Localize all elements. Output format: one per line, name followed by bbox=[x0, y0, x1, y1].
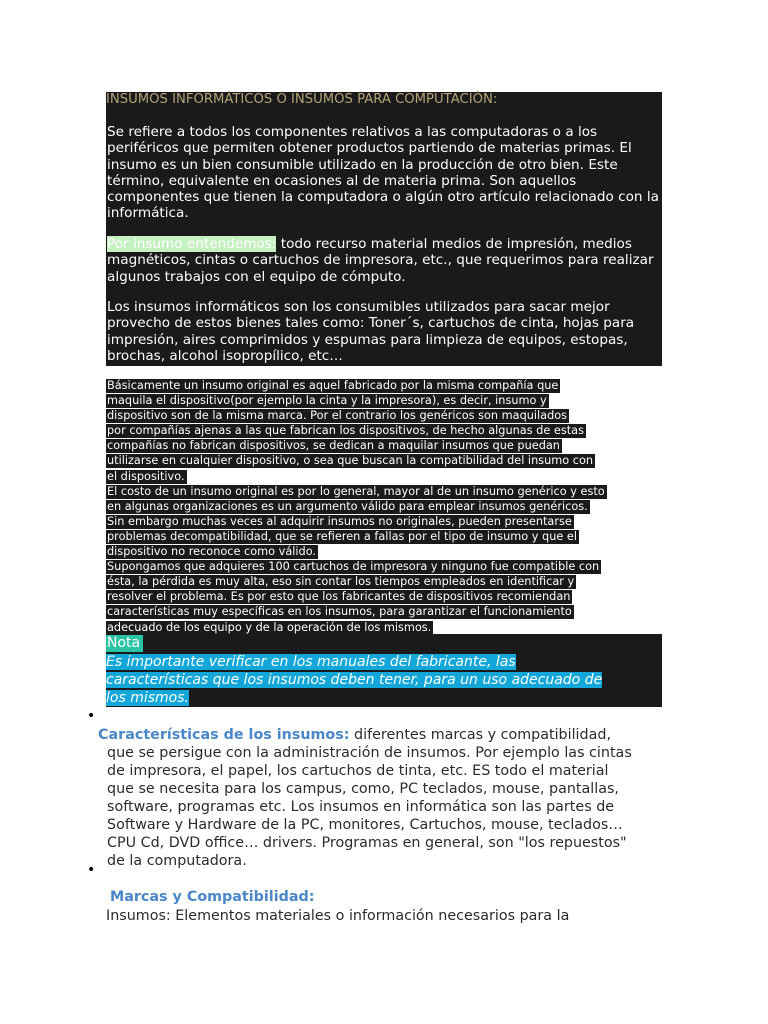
marcas-text: Insumos: Elementos materiales o información necesarios para la bbox=[106, 908, 570, 924]
note-line: características que los insumos deben tener, para un uso adecuado de bbox=[106, 672, 603, 688]
text-line: Sin embargo muchas veces al adquirir insumos no originales, pueden presentarse bbox=[107, 514, 572, 528]
text-line: utilizarse en cualquier dispositivo, o sea que buscan la compatibilidad del insumo con bbox=[107, 454, 594, 468]
bullet-marker: • bbox=[87, 708, 96, 724]
intro-paragraph-3: Los insumos informáticos son los consumibles utilizados para sacar mejor provecho de estos bienes tales como: Toner´s, cartuchos de cinta, hojas para impresión, aires comprimidos y espumas para limpieza de equipos, estopas, brochas, alcohol isopropílico, etc… bbox=[107, 299, 635, 364]
caracteristicas-line: de impresora, el papel, los cartuchos de tinta, etc. ES todo el material bbox=[107, 763, 609, 779]
section-title: INSUMOS INFORMÀTICOS O INSUMOS PARA COMPUTACIÒN: bbox=[106, 92, 498, 107]
text-line: por compañías ajenas a las que fabrican los dispositivos, de hecho algunas de estas bbox=[107, 424, 584, 438]
intro-paragraph-2 bbox=[106, 236, 662, 285]
text-line: ésta, la pérdida es muy alta, eso sin contar los tiempos empleados en identificar y bbox=[107, 575, 575, 589]
note-text bbox=[106, 653, 666, 707]
intro-paragraph-1: Se refiere a todos los componentes relativos a las computadoras o a los periféricos que permiten obtener productos partiendo de materias primas. El insumo es un bien consumible utilizado en la producción de otro bien. Este término, equivalente en ocasiones al de materia prima. Son aquellos componentes que tienen la computadora o algún otro artículo relacionado con la informática. bbox=[107, 124, 659, 222]
caracteristicas-first-line bbox=[98, 726, 668, 744]
note-line: Es importante verificar en los manuales del fabricante, las bbox=[106, 654, 516, 670]
text-line: resolver el problema. Es por esto que los fabricantes de dispositivos recomiendan bbox=[107, 590, 571, 604]
intro-paragraph-3-wrap bbox=[106, 299, 662, 364]
text-line: problemas decompatibilidad, que se refieren a fallas por el tipo de insumo y que el bbox=[107, 529, 578, 543]
text-line: El costo de un insumo original es por lo general, mayor al de un insumo genérico y esto bbox=[107, 484, 605, 498]
text-line: en algunas organizaciones es un argumento válido para emplear insumos genéricos. bbox=[107, 499, 588, 513]
caracteristicas-line: CPU Cd, DVD office… drivers. Programas en general, son "los repuestos" bbox=[107, 835, 627, 851]
caracteristicas-line: software, programas etc. Los insumos en informática son las partes de bbox=[107, 799, 615, 815]
text-line: adecuado de los equipo y de la operación de los mismos. bbox=[107, 620, 432, 634]
caracteristicas-heading: Características de los insumos: bbox=[98, 727, 350, 743]
text-line: características muy específicas en los insumos, para garantizar el funcionamiento bbox=[107, 605, 572, 619]
caracteristicas-first-text: diferentes marcas y compatibilidad, bbox=[349, 727, 611, 743]
highlighted-phrase: Por insumo entendemos: bbox=[107, 236, 277, 252]
text-line: dispositivo no reconoce como válido. bbox=[107, 545, 317, 559]
bullet-marker: • bbox=[87, 862, 96, 878]
caracteristicas-line: que se persigue con la administración de insumos. Por ejemplo las cintas bbox=[107, 745, 632, 761]
caracteristicas-line: que se necesita para los campus, como, PC teclados, mouse, pantallas, bbox=[107, 781, 619, 797]
text-line: el dispositivo. bbox=[107, 469, 185, 483]
intro-paragraph-2-rest: todo recurso material medios de impresión, medios magnéticos, cintas o cartuchos de impresora, etc., que requerimos para realizar algunos trabajos con el equipo de cómputo. bbox=[107, 236, 654, 285]
text-line: compañías no fabrican dispositivos, se dedican a maquilar insumos que puedan bbox=[107, 439, 560, 453]
note-label: Nota bbox=[106, 635, 143, 652]
intro-paragraph-2-wrap bbox=[106, 236, 662, 285]
text-line: maquila el dispositivo(por ejemplo la cinta y la impresora), es decir, insumo y bbox=[107, 394, 547, 408]
caracteristicas-line: Software y Hardware de la PC, monitores, Cartuchos, mouse, teclados… bbox=[107, 817, 623, 833]
text-line: Básicamente un insumo original es aquel fabricado por la misma compañía que bbox=[107, 379, 559, 392]
text-line: Supongamos que adquieres 100 cartuchos de impresora y ninguno fue compatible con bbox=[107, 560, 600, 574]
intro-paragraph-1-wrap bbox=[106, 124, 662, 222]
text-line: dispositivo son de la misma marca. Por el contrario los genéricos son maquilados bbox=[107, 409, 568, 423]
note-line: los mismos. bbox=[106, 690, 189, 706]
marcas-heading: Marcas y Compatibilidad: bbox=[110, 889, 315, 905]
caracteristicas-section bbox=[98, 726, 668, 870]
caracteristicas-line: de la computadora. bbox=[107, 853, 247, 869]
original-vs-generic-text bbox=[106, 378, 664, 635]
